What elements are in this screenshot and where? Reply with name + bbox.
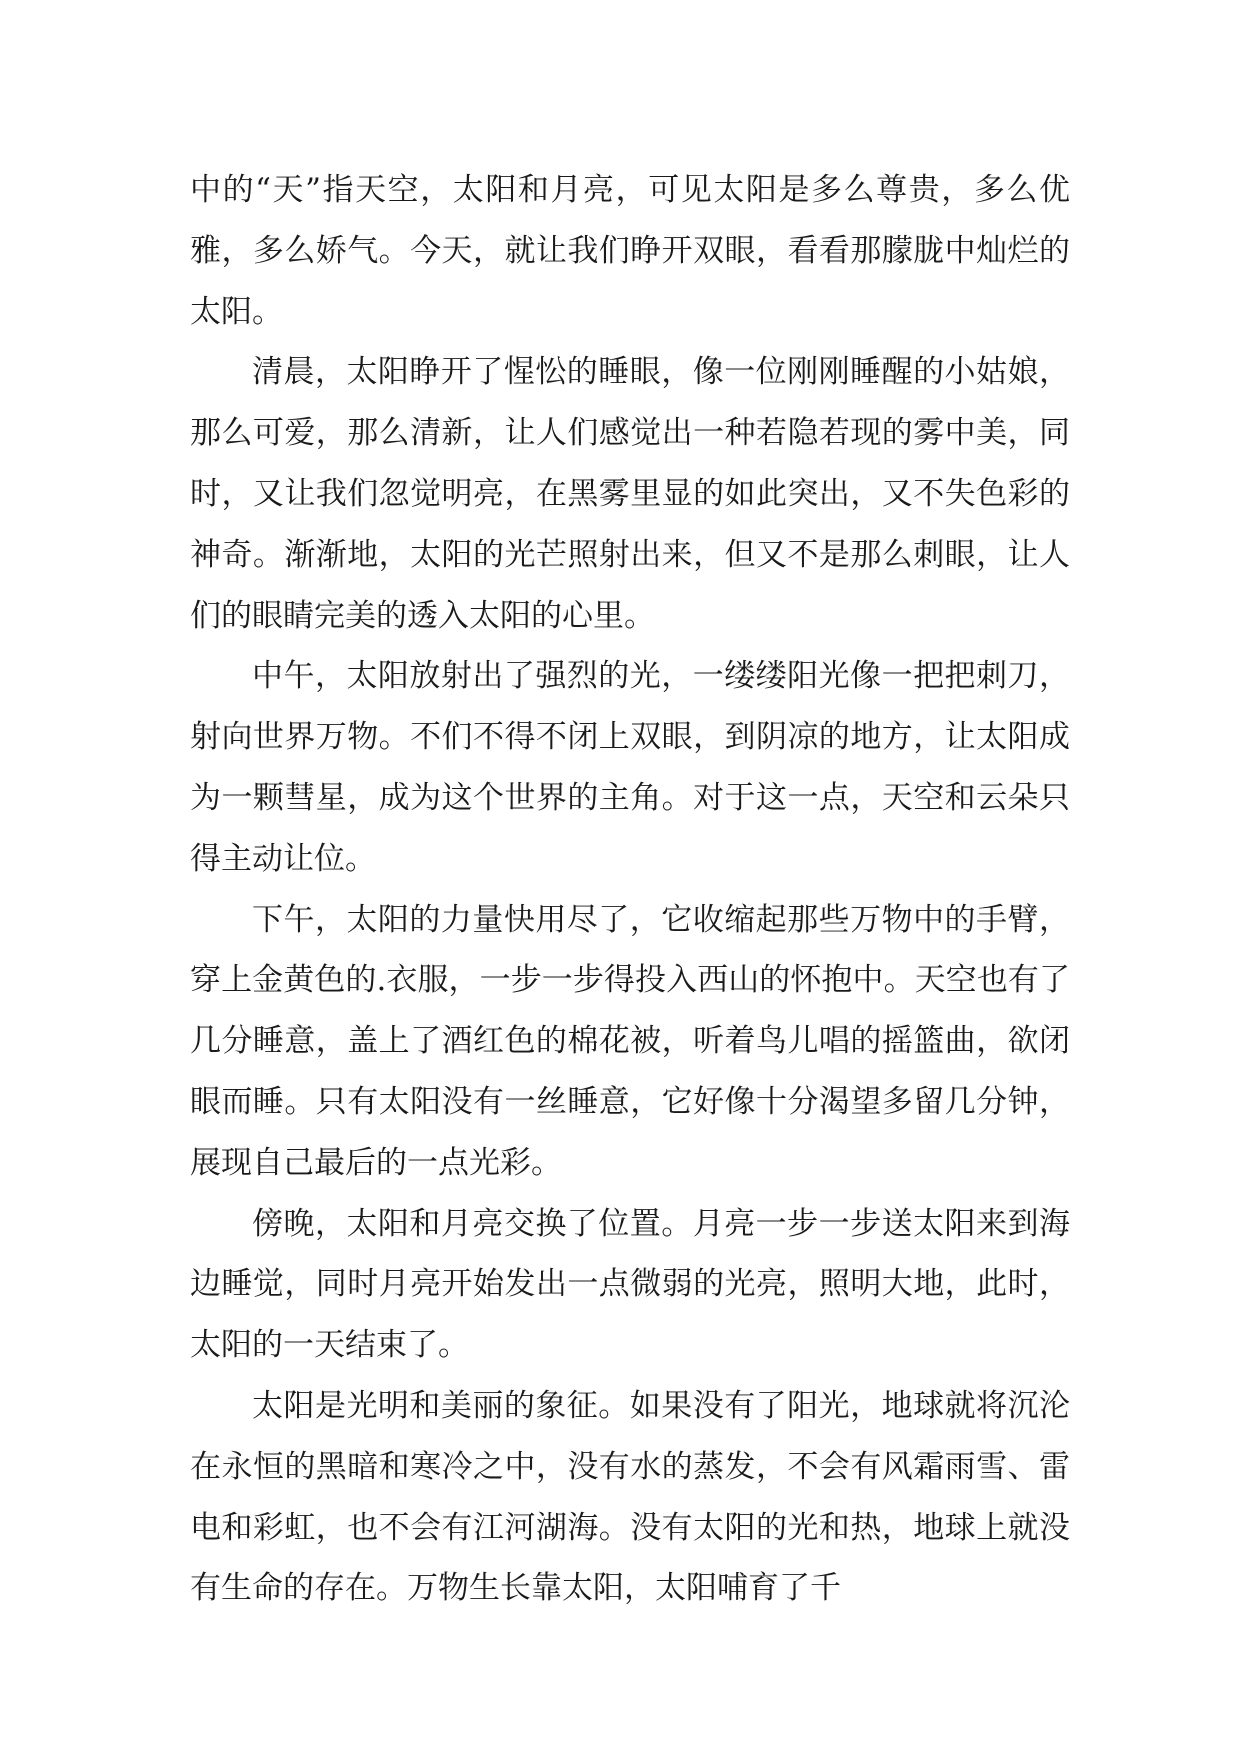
paragraph-1: 中的“天”指天空，太阳和月亮，可见太阳是多么尊贵，多么优雅，多么娇气。今天，就让我们睁开双眼，看看那朦胧中灿烂的太阳。 [190, 172, 1070, 330]
paragraph-6: 太阳是光明和美丽的象征。如果没有了阳光，地球就将沉沦在永恒的黑暗和寒冷之中，没有水的蒸发，不会有风霜雨雪、雷电和彩虹，也不会有江河湖海。没有太阳的光和热，地球上就没有生命的存在。万物生长靠太阳，太阳哺育了千 [190, 1387, 1070, 1607]
paragraph-3: 中午，太阳放射出了强烈的光，一缕缕阳光像一把把刺刀，射向世界万物。不们不得不闭上双眼，到阴凉的地方，让太阳成为一颗彗星，成为这个世界的主角。对于这一点，天空和云朵只得主动让位。 [190, 658, 1070, 877]
paragraph-2: 清晨，太阳睁开了惺忪的睡眼，像一位刚刚睡醒的小姑娘，那么可爱，那么清新，让人们感觉出一种若隐若现的雾中美，同时，又让我们忽觉明亮，在黑雾里显的如此突出，又不失色彩的神奇。渐渐地，太阳的光芒照射出来，但又不是那么刺眼，让人们的眼睛完美的透入太阳的心里。 [190, 354, 1070, 634]
paragraph-4: 下午，太阳的力量快用尽了，它收缩起那些万物中的手臂，穿上金黄色的.衣服，一步一步得投入西山的怀抱中。天空也有了几分睡意，盖上了酒红色的棉花被，听着鸟儿唱的摇篮曲，欲闭眼而睡。只有太阳没有一丝睡意，它好像十分渴望多留几分钟，展现自己最后的一点光彩。 [190, 901, 1070, 1181]
essay-body [190, 160, 1070, 1619]
paragraph-5: 傍晚，太阳和月亮交换了位置。月亮一步一步送太阳来到海边睡觉，同时月亮开始发出一点微弱的光亮，照明大地，此时，太阳的一天结束了。 [190, 1205, 1070, 1364]
